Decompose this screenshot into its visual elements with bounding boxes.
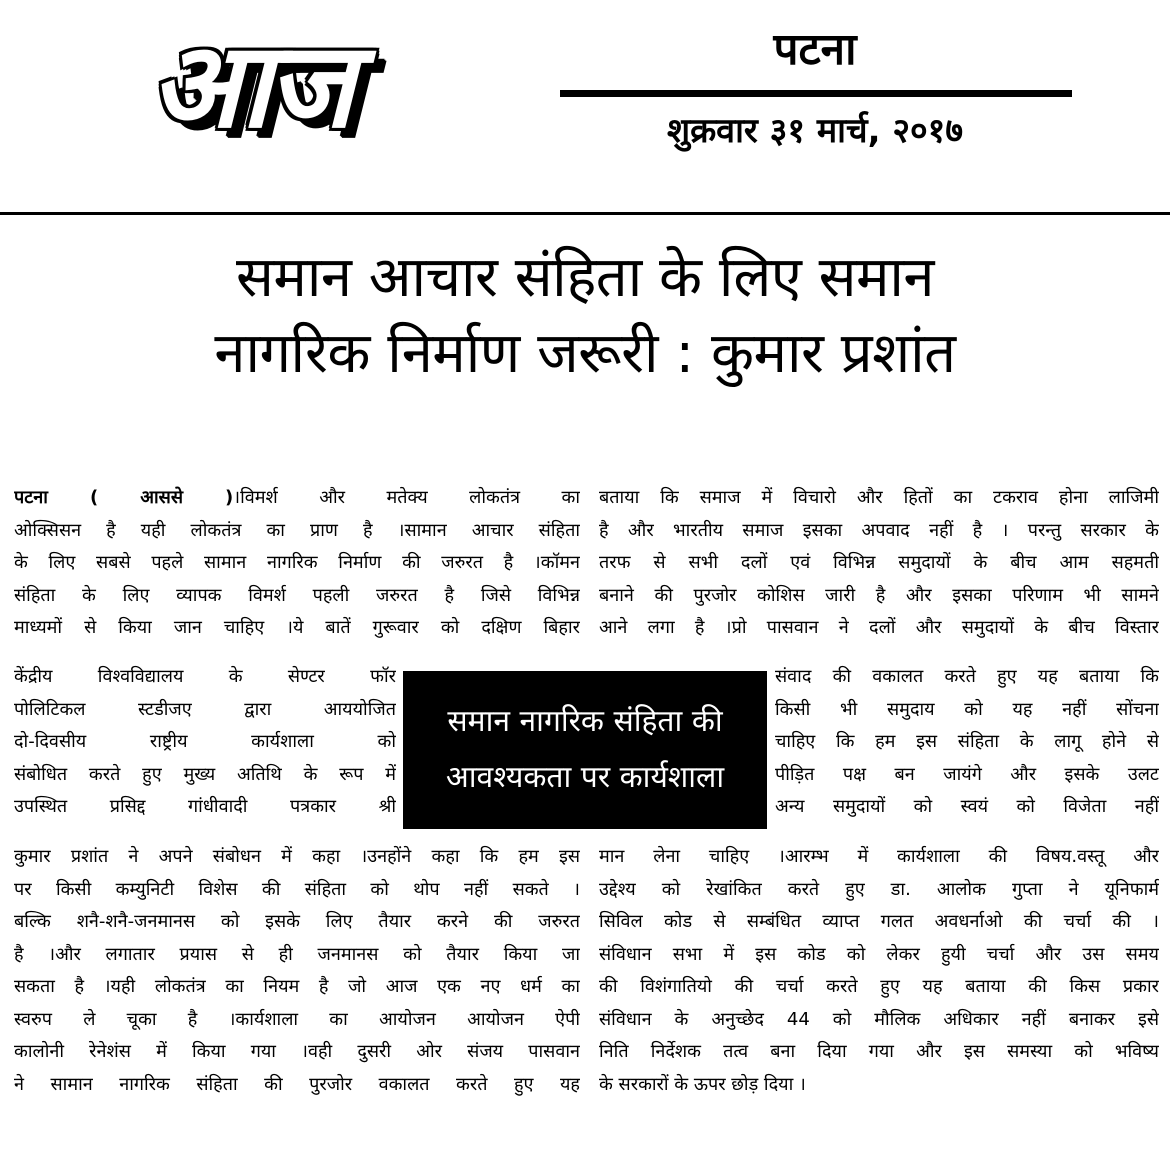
article-column-left-top	[14, 482, 580, 645]
article-line: कालोनी रेनेशंस में किया गया ।वही दुसरी ओर संजय पासवान	[14, 1041, 580, 1062]
headline-line-2: नागरिक निर्माण जरूरी : कुमार प्रशांत	[214, 321, 956, 386]
article-line: पीड़ित पक्ष बन जायंगे और इसके उलट	[775, 763, 1159, 785]
article-line-text: ।विमर्श और मतेक्य लोकतंत्र का	[233, 487, 580, 508]
article-line: संवाद की वकालत करते हुए यह बताया कि	[775, 666, 1159, 687]
masthead	[0, 0, 1170, 215]
article-line: किसी भी समुदाय को यह नहीं सोंचना	[775, 698, 1159, 720]
edition-date: शुक्रवार ३१ मार्च, २०१७	[666, 111, 964, 151]
article-line: ओक्सिसन है यही लोकतंत्र का प्राण है ।सामान आचार संहिता	[14, 519, 580, 541]
article-line: निति निर्देशक तत्व बना दिया गया और इस समस्या को भविष्य	[599, 1041, 1159, 1062]
article-column-left-bottom	[14, 841, 580, 1101]
article-line: चाहिए कि हम इस संहिता के लागू होने से	[775, 731, 1159, 752]
page-divider	[0, 212, 1170, 215]
article-line: पोलिटिकल स्टडीजए द्वारा आययोजित	[14, 698, 396, 720]
headline-line-1: समान आचार संहिता के लिए समान	[235, 245, 935, 310]
article-line: के सरकारों के ऊपर छोड़ दिया ।	[599, 1073, 806, 1095]
article-line: संबोधित करते हुए मुख्य अतिथि के रूप में	[14, 763, 396, 785]
article-line: केंद्रीय विश्वविद्यालय के सेण्टर फॉर	[14, 666, 396, 687]
article-line: सिविल कोड से सम्बंधित व्याप्त गलत अवधर्नाओ की चर्चा की ।	[599, 911, 1159, 932]
article-column-right-bottom	[599, 841, 1159, 1101]
article-line: उद्देश्य को रेखांकित करते हुए डा. आलोक गुप्ता ने यूनिफार्म	[599, 878, 1159, 900]
article-line: पर किसी कम्युनिटी विशेस की संहिता को थोप नहीं सकते ।	[14, 878, 580, 900]
article-line: तरफ से सभी दलों एवं विभिन्न समुदायों के बीच आम सहमती	[599, 552, 1159, 573]
article-line: स्वरुप ले चूका है ।कार्यशाला का आयोजन आयोजन ऐपी	[14, 1008, 580, 1030]
article-line: संहिता के लिए व्यापक विमर्श पहली जरुरत है जिसे विभिन्न	[14, 584, 580, 606]
article-line: कुमार प्रशांत ने अपने संबोधन में कहा ।उनहोंने कहा कि हम इस	[14, 846, 580, 867]
article-line: बल्कि शनै-शनै-जनमानस को इसके लिए तैयार करने की जरुरत	[14, 911, 580, 932]
article-line: आने लगा है ।प्रो पासवान ने दलों और समुदायों के बीच विस्तार	[599, 617, 1159, 638]
article-line: सकता है ।यही लोकतंत्र का नियम है जो आज एक नए धर्म का	[14, 976, 580, 997]
article-column-right-top	[599, 482, 1159, 645]
article-column-left-mid	[14, 661, 396, 824]
masthead-divider	[560, 90, 1072, 97]
article-line: माध्यमों से किया जान चाहिए ।ये बातें गुरूवार को दक्षिण बिहार	[14, 617, 580, 638]
article-line	[14, 482, 580, 515]
article-line: दो-दिवसीय राष्ट्रीय कार्यशाला को	[14, 731, 396, 752]
pull-quote-line-1: समान नागरिक संहिता की	[447, 704, 723, 739]
article-line: की विशंगातियो की चर्चा करते हुए यह बताया की किस प्रकार	[599, 976, 1159, 997]
article-line: है ।और लगातार प्रयास से ही जनमानस को तैयार किया जा	[14, 943, 580, 965]
article-line: के लिए सबसे पहले सामान नागरिक निर्माण की जरुरत है ।कॉमन	[14, 552, 580, 573]
article-headline	[10, 240, 1160, 392]
article-line: बताया कि समाज में विचारो और हितों का टकराव होना लाजिमी	[599, 487, 1159, 508]
article-line: बनाने की पुरजोर कोशिस जारी है और इसका परिणाम भी सामने	[599, 584, 1159, 606]
newspaper-logo: आज	[150, 16, 351, 154]
article-column-right-mid	[775, 661, 1159, 824]
edition-city: पटना	[773, 24, 857, 75]
article-line: मान लेना चाहिए ।आरम्भ में कार्यशाला की विषय.वस्तू और	[599, 846, 1159, 867]
pull-quote-box	[403, 671, 767, 829]
article-line: ने सामान नागरिक संहिता की पुरजोर वकालत करते हुए यह	[14, 1073, 580, 1095]
article-line: उपस्थित प्रसिद्द गांधीवादी पत्रकार श्री	[14, 796, 396, 817]
article-line: संविधान सभा में इस कोड को लेकर हुयी चर्चा और उस समय	[599, 943, 1159, 965]
article-line: अन्य समुदायों को स्वयं को विजेता नहीं	[775, 796, 1159, 817]
article-line: संविधान के अनुच्छेद 44 को मौलिक अधिकार नहीं बनाकर इसे	[599, 1008, 1159, 1030]
pull-quote-line-2: आवश्यकता पर कार्यशाला	[445, 760, 725, 795]
article-dateline: पटना ( आससे )	[14, 487, 234, 508]
article-line: है और भारतीय समाज इसका अपवाद नहीं है । परन्तु सरकार के	[599, 519, 1159, 541]
